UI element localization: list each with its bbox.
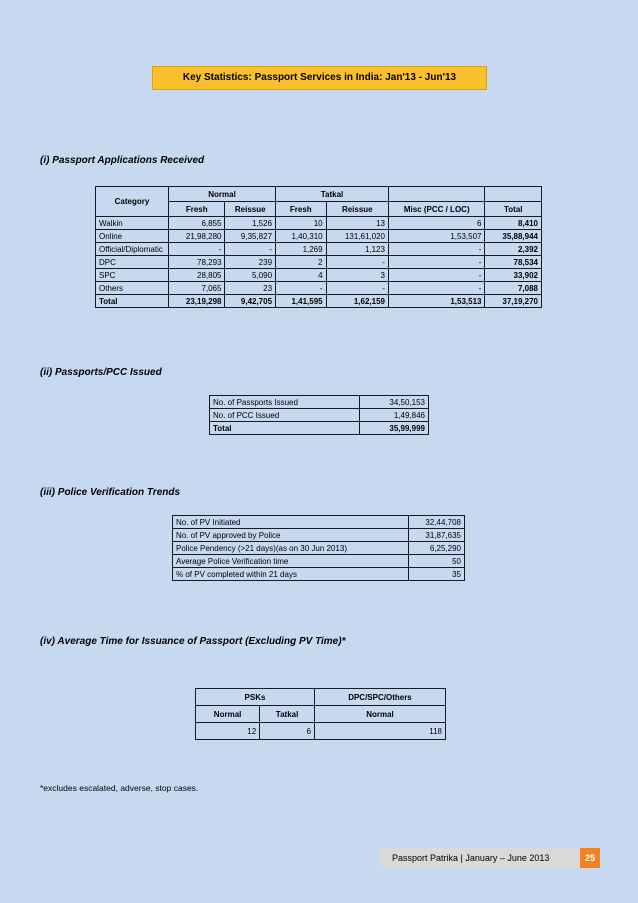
cell: - (225, 243, 276, 256)
cell: 28,805 (169, 269, 225, 282)
header-normal: Normal (196, 706, 260, 723)
footer-text: Passport Patrika | January – June 2013 (392, 853, 550, 863)
page-footer (380, 848, 600, 868)
cell: 1,526 (225, 217, 276, 230)
cell: 1,62,159 (326, 295, 388, 308)
section-title-issuance: (iv) Average Time for Issuance of Passport (Excluding PV Time)* (40, 636, 346, 647)
cell: 34,50,153 (359, 396, 428, 409)
table-row (96, 282, 542, 295)
cell: 131,61,020 (326, 230, 388, 243)
cell: 31,87,635 (408, 529, 464, 542)
cell: 2 (276, 256, 327, 269)
cell-total: 33,902 (485, 269, 542, 282)
header-tatkal: Tatkal (260, 706, 315, 723)
table-row (96, 256, 542, 269)
header-reissue: Reissue (225, 202, 276, 217)
header-dpc: DPC/SPC/Others (314, 689, 445, 706)
table-row (210, 409, 429, 422)
cell: 1,269 (276, 243, 327, 256)
cell: 6 (388, 217, 485, 230)
cell: - (388, 243, 485, 256)
passports-table (209, 395, 429, 435)
total-row (210, 422, 429, 435)
cell: 12 (196, 723, 260, 740)
issuance-table (195, 688, 446, 740)
pv-table (172, 515, 465, 581)
cell: 1,41,595 (276, 295, 327, 308)
header-tatkal: Tatkal (276, 187, 389, 202)
page-number: 25 (580, 848, 600, 868)
cell: 32,44,708 (408, 516, 464, 529)
header-normal: Normal (169, 187, 276, 202)
table-row (173, 555, 465, 568)
cell: 23,19,298 (169, 295, 225, 308)
row-label: Total (210, 422, 360, 435)
cell-total: 8,410 (485, 217, 542, 230)
cell: - (326, 282, 388, 295)
row-label: Others (96, 282, 169, 295)
cell: 7,065 (169, 282, 225, 295)
cell: 6,855 (169, 217, 225, 230)
cell-total: 78,534 (485, 256, 542, 269)
table-row (96, 230, 542, 243)
cell: 5,090 (225, 269, 276, 282)
header-total-blank (485, 187, 542, 202)
row-label: SPC (96, 269, 169, 282)
cell-total: 35,88,944 (485, 230, 542, 243)
table-row (173, 529, 465, 542)
cell: - (169, 243, 225, 256)
cell: 35 (408, 568, 464, 581)
table-row (173, 542, 465, 555)
row-label: Walkin (96, 217, 169, 230)
cell: 21,98,280 (169, 230, 225, 243)
cell: - (388, 256, 485, 269)
header-total: Total (485, 202, 542, 217)
cell: 23 (225, 282, 276, 295)
cell: 10 (276, 217, 327, 230)
row-label: Average Police Verification time (173, 555, 409, 568)
cell: 9,42,705 (225, 295, 276, 308)
cell: 239 (225, 256, 276, 269)
cell-total: 7,088 (485, 282, 542, 295)
table-row (96, 217, 542, 230)
row-label: Police Pendency (>21 days)(as on 30 Jun 2013) (173, 542, 409, 555)
row-label: % of PV completed within 21 days (173, 568, 409, 581)
header-tatkal-reissue: Reissue (326, 202, 388, 217)
cell: 1,53,513 (388, 295, 485, 308)
row-label: No. of PV approved by Police (173, 529, 409, 542)
header-psks: PSKs (196, 689, 315, 706)
total-row (96, 295, 542, 308)
header-category: Category (96, 187, 169, 217)
cell: 6,25,290 (408, 542, 464, 555)
cell: 13 (326, 217, 388, 230)
cell: - (388, 269, 485, 282)
row-label: DPC (96, 256, 169, 269)
page-title: Key Statistics: Passport Services in India: Jan'13 - Jun'13 (152, 66, 487, 90)
header-misc: Misc (PCC / LOC) (388, 202, 485, 217)
cell: 50 (408, 555, 464, 568)
table-row (173, 516, 465, 529)
cell: - (326, 256, 388, 269)
row-label: No. of PV Initiated (173, 516, 409, 529)
cell: 1,53,507 (388, 230, 485, 243)
table-row (96, 243, 542, 256)
section-title-passports: (ii) Passports/PCC Issued (40, 367, 162, 378)
table-row (173, 568, 465, 581)
header-normal-dpc: Normal (314, 706, 445, 723)
row-label: Online (96, 230, 169, 243)
header-tatkal-fresh: Fresh (276, 202, 327, 217)
table-row (210, 396, 429, 409)
applications-table (95, 186, 542, 308)
section-title-pv: (iii) Police Verification Trends (40, 487, 181, 498)
section-title-applications: (i) Passport Applications Received (40, 155, 205, 166)
row-label: No. of Passports Issued (210, 396, 360, 409)
header-fresh: Fresh (169, 202, 225, 217)
cell-total: 37,19,270 (485, 295, 542, 308)
cell: 1,49,846 (359, 409, 428, 422)
cell: 4 (276, 269, 327, 282)
cell: 3 (326, 269, 388, 282)
row-label: Total (96, 295, 169, 308)
footnote: *excludes escalated, adverse, stop cases. (40, 783, 199, 793)
cell: 1,123 (326, 243, 388, 256)
cell: - (276, 282, 327, 295)
header-misc-blank (388, 187, 485, 202)
cell: - (388, 282, 485, 295)
cell: 35,99,999 (359, 422, 428, 435)
table-row (96, 269, 542, 282)
row-label: Official/Diplomatic (96, 243, 169, 256)
cell: 1,40,310 (276, 230, 327, 243)
cell: 9,35,827 (225, 230, 276, 243)
table-row (196, 723, 446, 740)
cell: 118 (314, 723, 445, 740)
cell: 78,293 (169, 256, 225, 269)
cell: 6 (260, 723, 315, 740)
cell-total: 2,392 (485, 243, 542, 256)
row-label: No. of PCC Issued (210, 409, 360, 422)
